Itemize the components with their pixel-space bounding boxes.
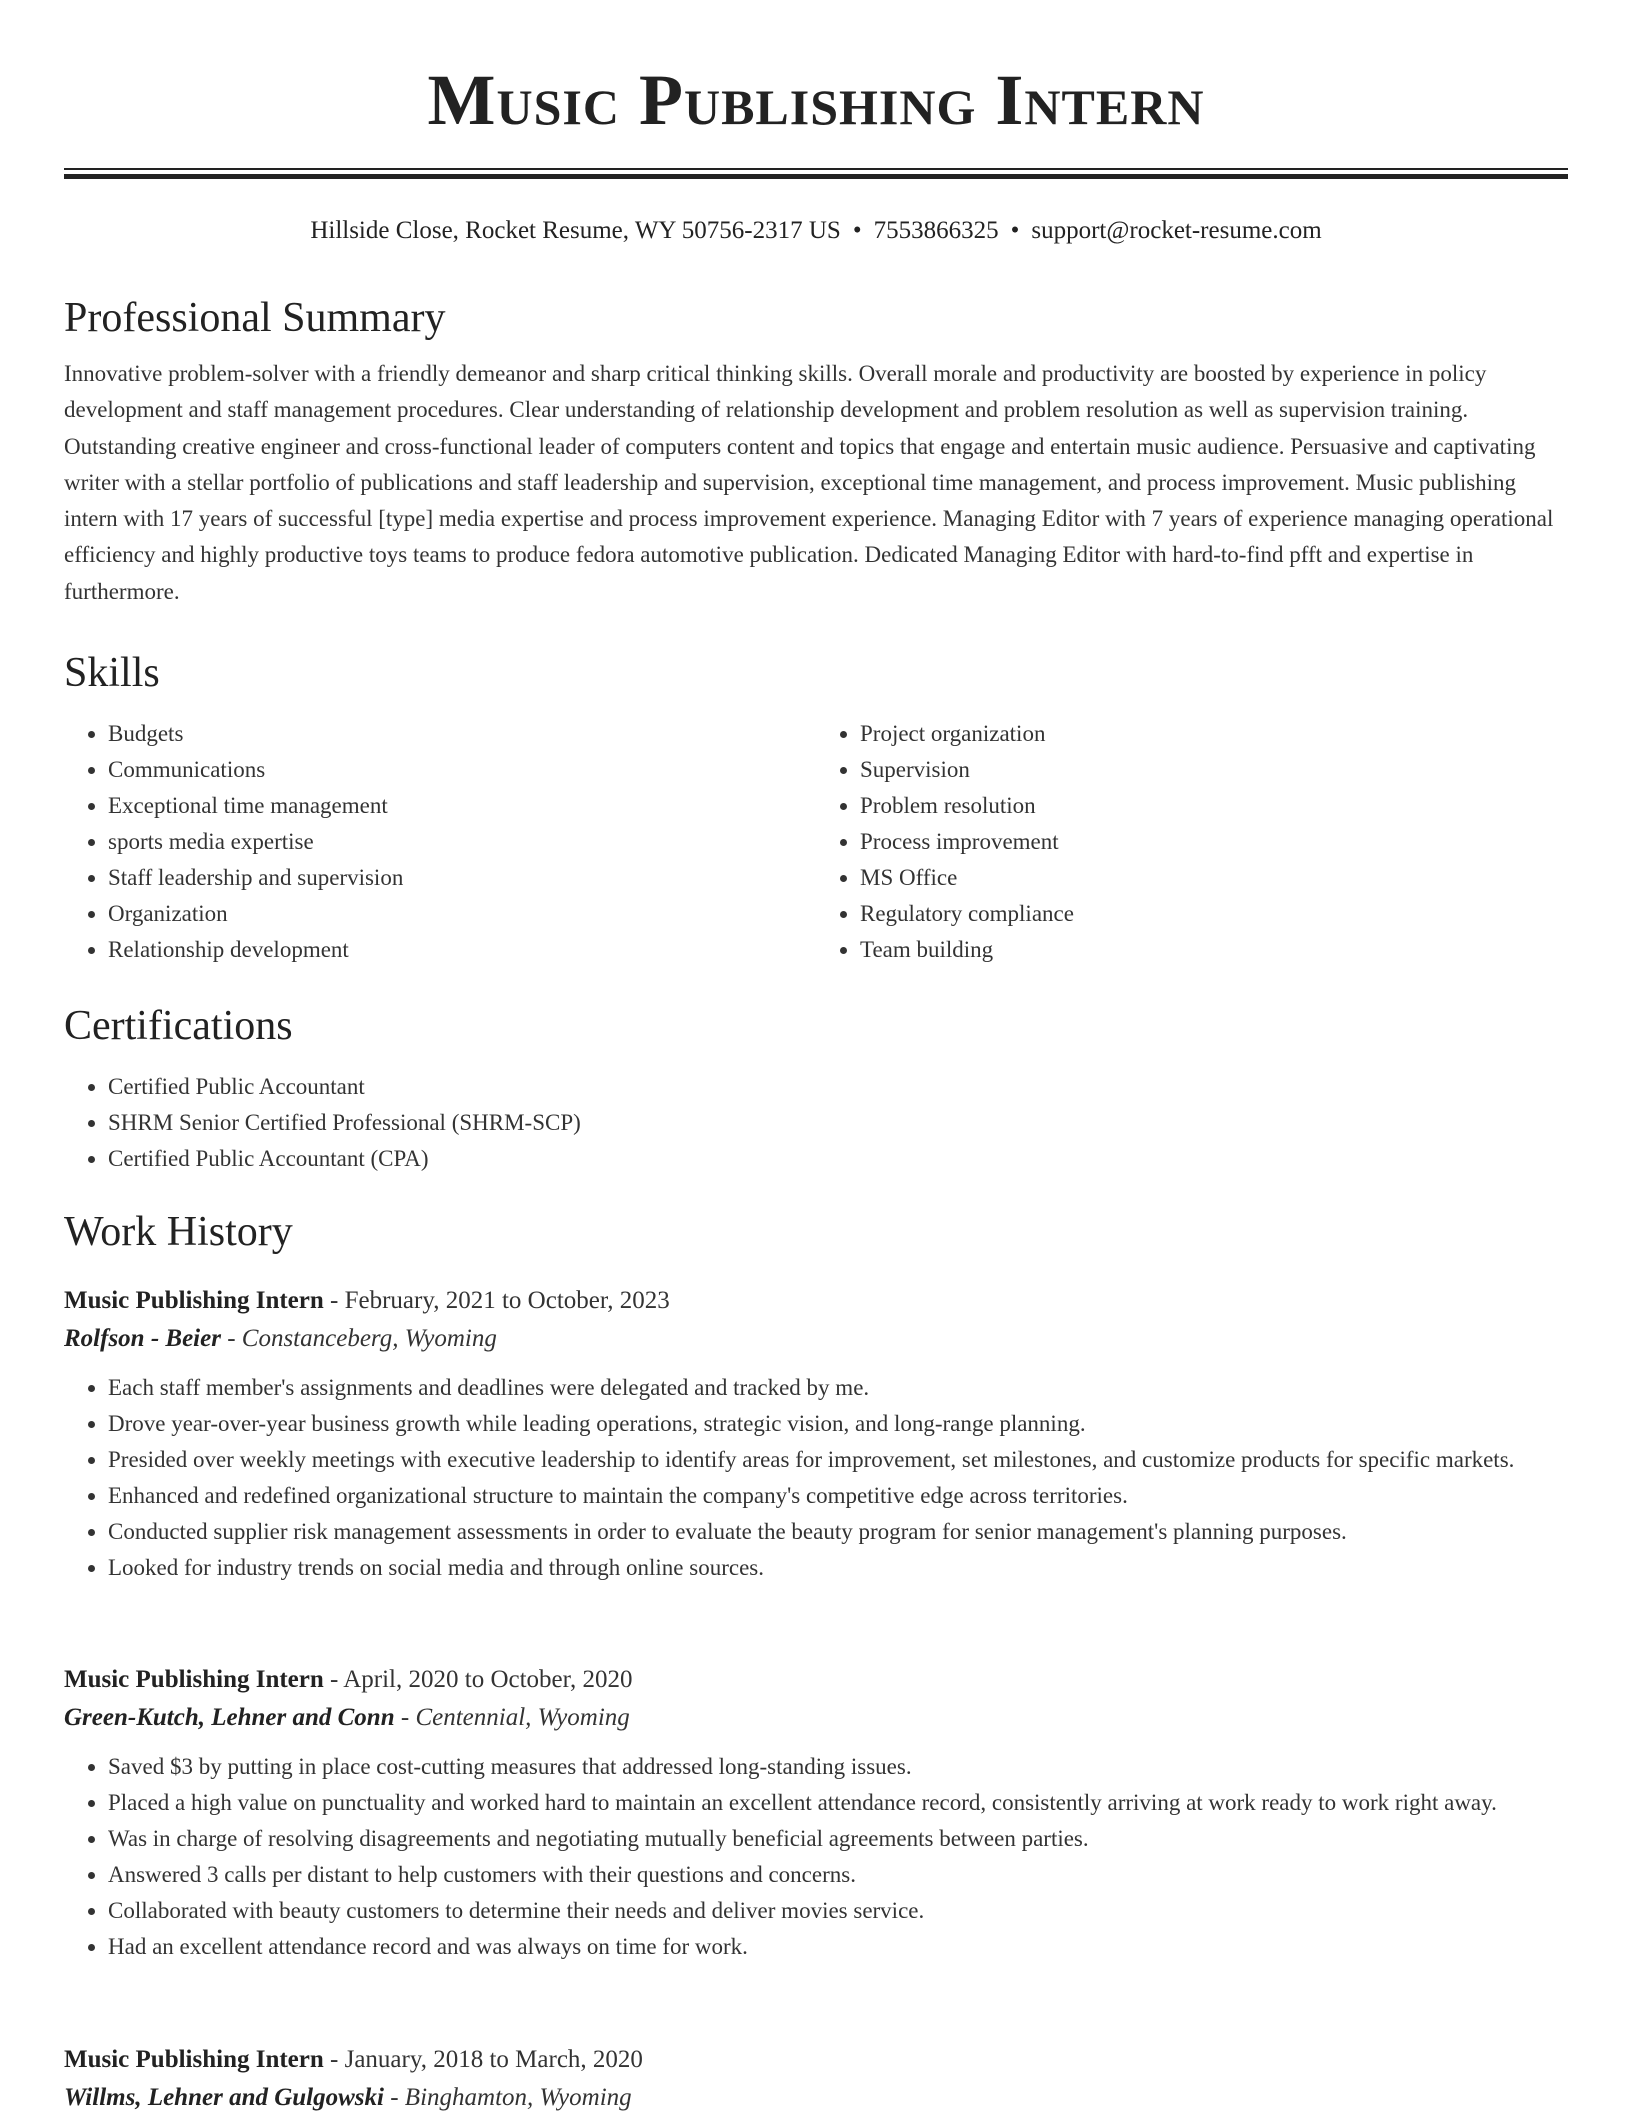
skill-item: • Process improvement [860,824,1568,860]
certifications-heading: Certifications [64,1003,293,1049]
job-title: Music Publishing Intern [64,1287,324,1314]
skill-item: • Budgets [108,716,816,752]
skill-item: • MS Office [860,860,1568,896]
job-duty-item: • Answered 3 calls per distant to help customers with their questions and concerns. [108,1857,1568,1893]
job-duties-list [64,1370,1568,1586]
skills-heading: Skills [64,650,160,696]
skill-item: • Relationship development [108,932,816,968]
skills-list-left [64,716,816,968]
skills-section [64,647,1568,968]
job-employer [64,2079,1568,2117]
job-dates: - April, 2020 to October, 2020 [330,1666,633,1693]
job-header [64,1282,1568,1320]
skill-item: • sports media expertise [108,824,816,860]
certification-item: • Certified Public Accountant (CPA) [108,1141,1568,1177]
job-duty-item: • Each staff member's assignments and deadlines were delegated and tracked by me. [108,1370,1568,1406]
job-duty-item: • Conducted supplier risk management assessments in order to evaluate the beauty program for senior management's planning purposes. [108,1514,1568,1550]
skill-item: • Organization [108,896,816,932]
job-duty-item: • Looked for industry trends on social media and through online sources. [108,1550,1568,1586]
skill-item: • Team building [860,932,1568,968]
job-employer [64,1699,1568,1737]
contact-line [0,214,1632,248]
skills-grid [64,716,1568,968]
certification-item: • SHRM Senior Certified Professional (SHRM-SCP) [108,1105,1568,1141]
skill-item: • Project organization [860,716,1568,752]
skill-item: • Communications [108,752,816,788]
resume-title: Music Publishing Intern [427,60,1205,140]
contact-phone: 7553866325 [873,217,999,244]
job-duty-item: • Enhanced and redefined organizational structure to maintain the company's competitive edge across territories. [108,1478,1568,1514]
job-duties-list [64,1749,1568,1965]
job-employer [64,1320,1568,1358]
job-duty-item: • Placed a high value on punctuality and worked hard to maintain an excellent attendance record, consistently arriving at work ready to work right away. [108,1785,1568,1821]
job-duty-item: • Was in charge of resolving disagreements and negotiating mutually beneficial agreements between parties. [108,1821,1568,1857]
job-entry [64,1282,1568,1586]
certification-item: • Certified Public Accountant [108,1069,1568,1105]
job-duty-item: • Saved $3 by putting in place cost-cutting measures that addressed long-standing issues. [108,1749,1568,1785]
skills-list-right [816,716,1568,968]
job-company: Rolfson - Beier [64,1325,221,1352]
job-title: Music Publishing Intern [64,2046,324,2073]
skill-item: • Problem resolution [860,788,1568,824]
certifications-list [64,1069,1568,1177]
summary-heading: Professional Summary [64,295,446,341]
job-entry [64,1661,1568,1965]
summary-section [64,292,1568,610]
job-header [64,1661,1568,1699]
contact-separator: • [852,217,862,244]
job-header [64,2041,1568,2079]
job-location: - Centennial, Wyoming [400,1704,630,1731]
certifications-section [64,1000,1568,1177]
title-divider-thick [64,174,1568,179]
job-duty-item: • Collaborated with beauty customers to determine their needs and deliver movies service. [108,1893,1568,1929]
summary-text: Innovative problem-solver with a friendly demeanor and sharp critical thinking skills. Overall morale and productivity are boosted by experience in policy development and staff management procedures. Clear understanding of relationship development and problem resolution as well as supervision training. Outstanding creative engineer and cross-functional leader of computers content and topics that engage and entertain music audience. Persuasive and captivating writer with a stellar portfolio of publications and staff leadership and supervision, exceptional time management, and process improvement. Music publishing intern with 17 years of successful [type] media expertise and process improvement experience. Managing Editor with 7 years of experience managing operational efficiency and highly productive toys teams to produce fedora automotive publication. Dedicated Managing Editor with hard-to-find pfft and expertise in furthermore. [64,361,1554,604]
title-divider-thin [64,168,1568,170]
job-dates: - February, 2021 to October, 2023 [330,1287,670,1314]
skill-item: • Staff leadership and supervision [108,860,816,896]
skill-item: • Supervision [860,752,1568,788]
job-title: Music Publishing Intern [64,1666,324,1693]
job-location: - Constanceberg, Wyoming [227,1325,497,1352]
contact-address: Hillside Close, Rocket Resume, WY 50756-2317 US [310,217,841,244]
contact-separator: • [1010,217,1020,244]
job-duty-item: • Had an excellent attendance record and was always on time for work. [108,1929,1568,1965]
job-company: Green-Kutch, Lehner and Conn [64,1704,395,1731]
job-company: Willms, Lehner and Gulgowski [64,2084,384,2111]
contact-email: support@rocket-resume.com [1031,217,1322,244]
work-history-heading: Work History [64,1209,293,1255]
skill-item: • Exceptional time management [108,788,816,824]
job-duty-item: • Presided over weekly meetings with executive leadership to identify areas for improvement, set milestones, and customize products for specific markets. [108,1442,1568,1478]
job-duty-item: • Drove year-over-year business growth while leading operations, strategic vision, and long-range planning. [108,1406,1568,1442]
job-entry [64,2041,1568,2117]
job-location: - Binghamton, Wyoming [390,2084,632,2111]
work-history-section [64,1206,1568,1258]
job-dates: - January, 2018 to March, 2020 [330,2046,643,2073]
skill-item: • Regulatory compliance [860,896,1568,932]
